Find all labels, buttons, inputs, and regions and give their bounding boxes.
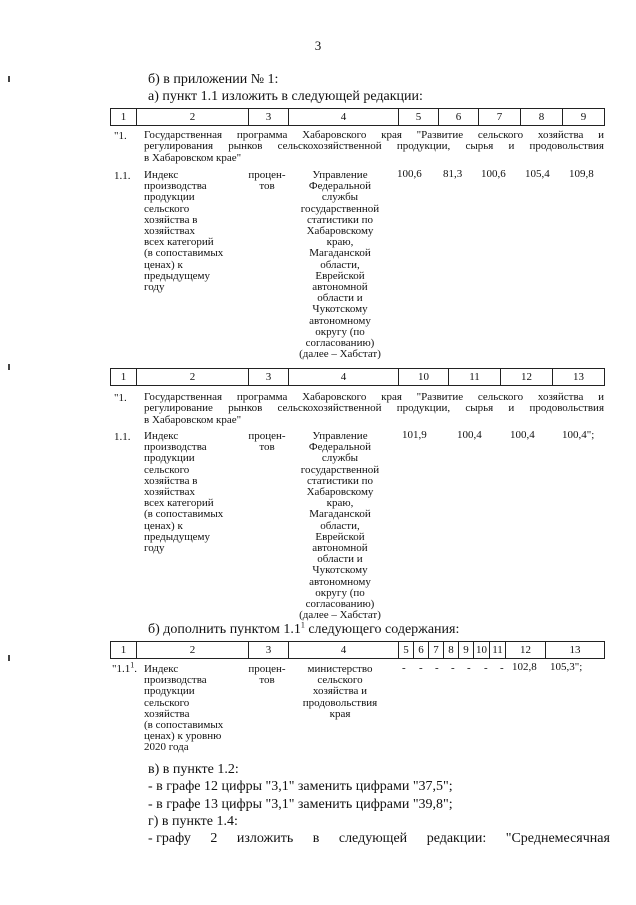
table3-indicator-line: производства (144, 674, 207, 687)
table2-program-title (144, 392, 604, 426)
table1-header (110, 108, 605, 126)
table2-source-line: Управление (312, 430, 368, 442)
table3-indicator-line: 2020 года (144, 741, 189, 754)
table2-col-12: 12 (501, 369, 553, 386)
table2-source-line: государственной (300, 463, 380, 476)
table3-indicator-line: ценах) к уровню (144, 730, 222, 743)
table1-program-line-2: регулирования рынков сельскохозяйственной продукции, сырья и продовольствия (144, 140, 604, 153)
table1-program-title (144, 130, 604, 164)
item-v-column13: - в графе 13 цифры "3,1" заменить цифрами "39,8"; (148, 797, 453, 812)
table2-source-line: автономной (312, 542, 368, 555)
table1-source-line: области, (320, 258, 360, 271)
table2-source-line: службы (321, 452, 359, 465)
table1-unit-line: процен- (248, 169, 286, 181)
table1-program-line-3: в Хабаровском крае" (144, 151, 242, 164)
table1-col-8: 8 (521, 109, 563, 126)
table3-dash-col9: - (467, 662, 471, 674)
scan-margin-mark (8, 364, 10, 370)
table3-col-3: 3 (249, 642, 289, 659)
table1-indicator-line: Индекс (144, 169, 179, 181)
table1-indicator-line: году (144, 281, 165, 294)
table3-source-line: министерство (307, 663, 373, 675)
table2-source-line: статистики по (306, 474, 374, 487)
table3-dash-col8: - (451, 662, 455, 674)
table1-indicator-line: всех категорий (144, 236, 214, 249)
table1-col-2: 2 (137, 109, 249, 126)
table3-col-12: 12 (506, 642, 546, 659)
table3-dash-col7: - (435, 662, 439, 674)
table1-unit (244, 170, 290, 192)
table3-source (288, 664, 392, 720)
table1-source-line: Хабаровскому (306, 225, 374, 238)
table2-source-line: согласованию) (305, 598, 375, 611)
table2-unit-line: процен- (248, 430, 286, 442)
table2-col-11: 11 (449, 369, 501, 386)
table1-row-number: 1.1. (114, 170, 131, 182)
table3-dash-col10: - (484, 662, 488, 674)
table3-unit-line: тов (259, 674, 275, 687)
table2-indicator-line: сельского (144, 463, 190, 476)
table1-source-line: государственной (300, 202, 380, 215)
table2-unit-line: тов (259, 441, 275, 454)
table2-indicator-line: (в сопоставимых (144, 508, 224, 521)
item-g-word: в (312, 831, 320, 846)
table3-source-line: края (329, 707, 351, 720)
item-g-word: следующей (338, 831, 408, 846)
item-v-heading: в) в пункте 1.2: (148, 762, 239, 777)
scan-margin-mark (8, 655, 10, 661)
table2-indicator-line: Индекс (144, 430, 179, 442)
item-g-word: "Среднемесячная (505, 831, 610, 846)
table2-source-line: Еврейской (315, 530, 365, 543)
table1-indicator-line: производства (144, 180, 207, 193)
table3-unit-line: процен- (248, 663, 286, 675)
table2-indicator-line: ценах) к (144, 519, 183, 532)
table2-source-line: Федеральной (308, 441, 372, 454)
table1-indicator-line: сельского (144, 202, 190, 215)
table3-value-col13: 105,3"; (550, 661, 583, 673)
table2-value-col11: 100,4 (457, 429, 482, 441)
table2-program-line-1: Государственная программа Хабаровского края "Развитие сельского хозяйства и (144, 391, 604, 403)
table3-col-4: 4 (289, 642, 399, 659)
item-g-word: редакции: (426, 831, 487, 846)
table3-indicator-line: (в сопоставимых (144, 719, 224, 732)
table2-value-col12: 100,4 (510, 429, 535, 441)
table3-col-13: 13 (546, 642, 605, 659)
table1-col-4: 4 (289, 109, 399, 126)
table1-source-line: Магаданской (309, 247, 371, 260)
table2-indicator-line: продукции (144, 452, 195, 465)
table1-indicator-line: (в сопоставимых (144, 247, 224, 260)
table3-indicator-line: хозяйства (144, 707, 190, 720)
table1-source-line: Чукотскому (312, 303, 368, 316)
table3-source-line: хозяйства и (312, 685, 368, 698)
table1-source-line: Федеральной (308, 180, 372, 193)
table2-source-line: Чукотскому (312, 564, 368, 577)
table3-source-line: сельского (317, 674, 363, 687)
section-b-text: б) дополнить пунктом 1.1 (148, 622, 301, 637)
table3-indicator-line: Индекс (144, 663, 179, 675)
table2-col-3: 3 (249, 369, 289, 386)
table3-col-8: 8 (444, 642, 459, 659)
intro-appendix-line: б) в приложении № 1: (148, 72, 279, 87)
table1-source-line: Еврейской (315, 269, 365, 282)
table3-col-6: 6 (414, 642, 429, 659)
table1-source-line: области и (317, 292, 363, 305)
table1-col-7: 7 (479, 109, 521, 126)
table1-col-3: 3 (249, 109, 289, 126)
section-b-tail: следующего содержания: (304, 622, 460, 637)
table3-col-2: 2 (137, 642, 249, 659)
table2-source-line: (далее – Хабстат) (299, 609, 381, 622)
table3-col-5: 5 (399, 642, 414, 659)
table3-value-col12: 102,8 (512, 661, 537, 673)
table2-source-line: области и (317, 553, 363, 566)
page-number: 3 (314, 38, 322, 53)
table1-col-1: 1 (111, 109, 137, 126)
table2-source (288, 431, 392, 621)
table2-source-line: области, (320, 519, 360, 532)
table2-col-2: 2 (137, 369, 249, 386)
table1-value-col6: 81,3 (443, 168, 463, 180)
item-v-column12: - в графе 12 цифры "3,1" заменить цифрами "37,5"; (148, 779, 453, 794)
table1-value-col8: 105,4 (525, 168, 550, 180)
table2-indicator-line: производства (144, 441, 207, 454)
intro-point-line: а) пункт 1.1 изложить в следующей редакции: (148, 89, 423, 104)
section-b-line (148, 622, 459, 638)
table2-source-line: округу (по (315, 586, 365, 599)
scan-margin-mark (8, 76, 10, 82)
table2-col-10: 10 (399, 369, 449, 386)
table2-indicator-line: хозяйства в (144, 474, 198, 487)
table2-source-line: Магаданской (309, 508, 371, 521)
table2-indicator-line: году (144, 542, 165, 555)
table3-unit (244, 664, 290, 686)
table3-col-7: 7 (429, 642, 444, 659)
table3-indicator-line: сельского (144, 696, 190, 709)
table1-source-line: Управление (312, 169, 368, 181)
table3-col-9: 9 (459, 642, 474, 659)
table1-source-line: согласованию) (305, 337, 375, 350)
table3-dash-col11: - (500, 662, 504, 674)
section-b-superscript: 1 (300, 620, 305, 630)
table1-value-col7: 100,6 (481, 168, 506, 180)
table3-row-number-tail: . (134, 663, 137, 675)
table1-program-line-1: Государственная программа Хабаровского края "Развитие сельского хозяйства и (144, 129, 604, 141)
table1-source-line: службы (321, 191, 359, 204)
table3-source-line: продовольствия (302, 696, 378, 709)
table2-indicator-line: всех категорий (144, 497, 214, 510)
table2-source-line: краю, (326, 497, 354, 510)
table2-row-number: 1.1. (114, 431, 131, 443)
table2-program-number: "1. (114, 392, 127, 404)
table1-source (288, 170, 392, 360)
table2-source-line: Хабаровскому (306, 486, 374, 499)
table3-row-number-superscript: 1 (130, 660, 135, 670)
table1-indicator-line: ценах) к (144, 258, 183, 271)
table2-value-col13: 100,4"; (562, 429, 595, 441)
table2-unit (244, 431, 290, 453)
table1-source-line: (далее – Хабстат) (299, 348, 381, 361)
table1-indicator-line: предыдущему (144, 269, 211, 282)
table1-source-line: автономному (309, 314, 371, 327)
table2-indicator-line: хозяйствах (144, 486, 195, 499)
table1-indicator-line: хозяйства в (144, 213, 198, 226)
table2-value-col10: 101,9 (402, 429, 427, 441)
table1-source-line: автономной (312, 281, 368, 294)
table1-col-5: 5 (399, 109, 439, 126)
table1-indicator (144, 170, 248, 293)
table3-col-1: 1 (111, 642, 137, 659)
item-g-word: - графу (148, 831, 191, 846)
table2-source-line: автономному (309, 575, 371, 588)
table1-value-col5: 100,6 (397, 168, 422, 180)
table1-source-line: краю, (326, 236, 354, 249)
table1-program-number: "1. (114, 130, 127, 142)
item-g-heading: г) в пункте 1.4: (148, 814, 238, 829)
item-g-word: изложить (236, 831, 294, 846)
table1-col-9: 9 (563, 109, 605, 126)
table2-col-13: 13 (553, 369, 605, 386)
table3-row-number (112, 660, 137, 675)
table2-col-1: 1 (111, 369, 137, 386)
table3-dash-col5: - (402, 662, 406, 674)
table2-program-line-2: регулирование рынков сельскохозяйственной продукции, сырья и продовольствия (144, 402, 604, 415)
table3-header (110, 641, 605, 659)
table2-indicator (144, 431, 248, 554)
table3-col-11: 11 (490, 642, 506, 659)
table2-col-4: 4 (289, 369, 399, 386)
item-g-column2 (148, 831, 610, 847)
table1-source-line: статистики по (306, 213, 374, 226)
table2-program-line-3: в Хабаровском крае" (144, 413, 242, 426)
table3-dash-col6: - (419, 662, 423, 674)
table3-row-number-text: "1.1 (112, 663, 131, 675)
table3-col-10: 10 (474, 642, 490, 659)
table1-col-6: 6 (439, 109, 479, 126)
table3-indicator (144, 664, 248, 754)
table2-header (110, 368, 605, 386)
table1-source-line: округу (по (315, 325, 365, 338)
item-g-word: 2 (210, 831, 218, 846)
table2-indicator-line: предыдущему (144, 530, 211, 543)
table3-indicator-line: продукции (144, 685, 195, 698)
table1-unit-line: тов (259, 180, 275, 193)
table1-value-col9: 109,8 (569, 168, 594, 180)
table1-indicator-line: продукции (144, 191, 195, 204)
table1-indicator-line: хозяйствах (144, 225, 195, 238)
